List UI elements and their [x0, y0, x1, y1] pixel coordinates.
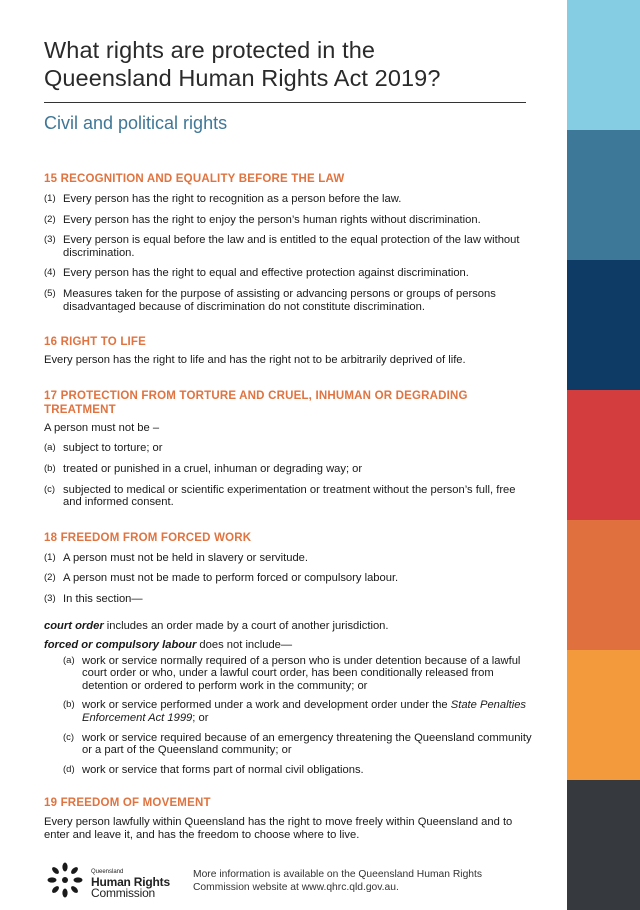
section-17 [44, 389, 532, 509]
defined-term: forced or compulsory labour [44, 639, 197, 652]
item-text-part: ; or [192, 712, 209, 725]
item-number: (3) [44, 592, 56, 604]
lettered-list [44, 442, 532, 508]
section-text: Every person has the right to life and has the right not to be arbitrarily deprived of life. [44, 354, 466, 367]
logo-text-small: Queensland [91, 869, 124, 875]
title-line-2: Queensland Human Rights Act 2019? [44, 65, 441, 91]
act-name: State Penalties Enforcement Act 1999 [82, 699, 527, 725]
item-number: (4) [44, 267, 56, 279]
list-item [44, 572, 532, 585]
title-divider [44, 102, 526, 103]
section-intro: A person must not be – [44, 421, 160, 434]
page-footer [44, 862, 544, 902]
list-item [44, 214, 532, 227]
item-text: Measures taken for the purpose of assisting or advancing persons or groups of persons disadvantaged because of discrimination do not constitute discrimination. [63, 287, 496, 313]
list-item [44, 463, 532, 476]
item-number: (2) [44, 213, 56, 225]
item-text: Every person has the right to enjoy the person’s human rights without discrimination. [63, 213, 481, 226]
list-item [44, 234, 532, 259]
item-text: In this section— [63, 592, 143, 605]
item-text: Every person has the right to recognition as a person before the law. [63, 193, 402, 205]
item-number: (c) [44, 483, 56, 495]
item-number: (1) [44, 551, 56, 563]
color-block-orange [567, 520, 640, 650]
item-text: subjected to medical or scientific experimentation or treatment without the person’s full, free and informed consent. [63, 483, 516, 509]
item-number: (a) [44, 442, 56, 454]
list-item [44, 552, 532, 565]
list-item [44, 193, 532, 206]
item-text: A person must not be made to perform forced or compulsory labour. [63, 572, 399, 585]
item-text: subject to torture; or [63, 442, 163, 455]
item-text: treated or punished in a cruel, inhuman or degrading way; or [63, 462, 363, 475]
color-block-light-blue [567, 0, 640, 130]
color-block-steel-blue [567, 130, 640, 260]
list-item [63, 655, 532, 693]
section-16 [44, 335, 532, 367]
color-block-navy [567, 260, 640, 390]
item-text: work or service that forms part of normal civil obligations. [82, 763, 364, 776]
section-heading: 17 PROTECTION FROM TORTURE AND CRUEL, INHUMAN OR DEGRADING TREATMENT [44, 389, 468, 416]
list-item [44, 288, 532, 313]
color-block-charcoal [567, 780, 640, 910]
item-number: (b) [63, 699, 75, 711]
logo-text-line1: Human Rights [91, 875, 170, 889]
item-text: work or service required because of an emergency threatening the Queensland community or a part of the Queensland community; or [82, 731, 532, 757]
definition-text: does not include— [196, 639, 293, 652]
item-number: (5) [44, 287, 56, 299]
definition-forced-labour [44, 639, 532, 652]
exclusion-list [44, 655, 532, 777]
footer-info-text: More information is available on the Queensland Human Rights Commission website at www.qhrc.qld.gov.au. [193, 869, 483, 893]
page-title [44, 36, 532, 92]
section-19 [44, 796, 532, 841]
item-number: (b) [44, 462, 56, 474]
item-text: Every person has the right to equal and effective protection against discrimination. [63, 267, 469, 280]
title-line-1: What rights are protected in the [44, 37, 376, 63]
section-text: Every person lawfully within Queensland has the right to move freely within Queensland and to enter and leave it, and has the freedom to choose where to live. [44, 816, 513, 842]
defined-term: court order [44, 619, 104, 632]
numbered-list [44, 193, 532, 313]
item-number: (2) [44, 572, 56, 584]
logo-text-line2: Commission [91, 886, 156, 900]
item-text [82, 699, 532, 724]
item-text: A person must not be held in slavery or servitude. [63, 551, 309, 564]
color-block-light-orange [567, 650, 640, 780]
item-number: (d) [63, 763, 75, 775]
section-heading: 18 FREEDOM FROM FORCED WORK [44, 531, 252, 544]
section-heading: 16 RIGHT TO LIFE [44, 336, 147, 349]
definition-court-order [44, 620, 532, 633]
list-item [63, 699, 532, 724]
list-item [44, 267, 532, 280]
item-number: (c) [63, 731, 75, 743]
item-text-part: work or service performed under a work and development order under the [82, 699, 451, 712]
section-heading: 19 FREEDOM OF MOVEMENT [44, 797, 211, 810]
item-number: (3) [44, 234, 56, 246]
list-item [44, 442, 532, 455]
item-number: (a) [63, 654, 75, 666]
definition-text: includes an order made by a court of another jurisdiction. [103, 619, 389, 632]
section-heading: 15 RECOGNITION AND EQUALITY BEFORE THE LAW [44, 173, 345, 185]
decorative-color-bar [567, 0, 640, 910]
section-15 [44, 172, 532, 313]
item-number: (1) [44, 193, 56, 204]
section-18 [44, 531, 532, 777]
list-item [44, 484, 532, 509]
list-item [63, 732, 532, 757]
color-block-red [567, 390, 640, 520]
document-content [44, 36, 532, 842]
list-item [63, 764, 532, 777]
page-subtitle: Civil and political rights [44, 113, 228, 133]
qhrc-logo [44, 862, 194, 898]
item-text: Every person is equal before the law and is entitled to the equal protection of the law without discrimination. [63, 234, 520, 259]
list-item [44, 593, 532, 606]
numbered-list [44, 552, 532, 606]
item-text: work or service normally required of a person who is under detention because of a lawful court order or who, under a lawful court order, has been conditionally released from detention or ordered to perform work in the community; or [82, 654, 521, 692]
starburst-logo-icon [44, 862, 86, 898]
